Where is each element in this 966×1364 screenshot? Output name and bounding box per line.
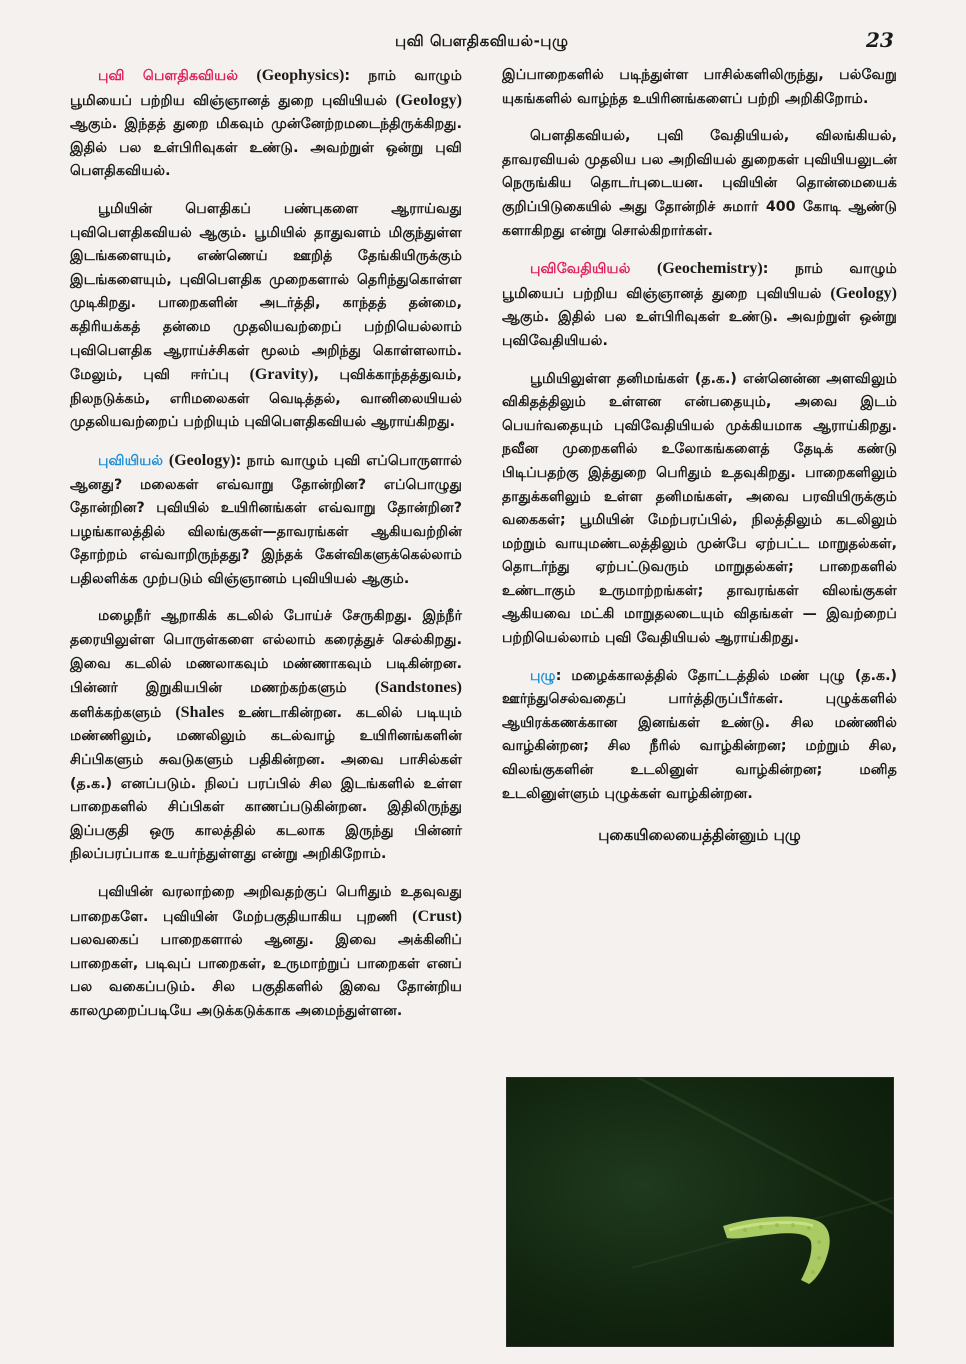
english-term: (Geology) [168, 451, 236, 469]
term-geophysics: புவி பௌதிகவியல் [98, 68, 239, 84]
term-geochemistry: புவிவேதியியல் [530, 261, 631, 278]
paragraph-text: பூமியின் பௌதிகப் பண்புகளை ஆராய்வது புவிபௌதிகவியல் ஆகும். பூமியில் தாதுவளம் மிகுந்துள்ள இடங்களையும், எண்ணெய் ஊறித் தேங்கியிருக்கும் இடங்களையும், புவிபௌதிக முறைகளால் தெரிந்துகொள்ள முடிகிறது. பாறைகளின் அடர்த்தி, காந்தத் தன்மை, கதிரியக்கத் தன்மை முதலியவற்றைப் பற்றியெல்லாம் புவிபௌதிக ஆராய்ச்சிகள் மூலம் அறிந்து கொள்ளலாம். மேலும், புவி ஈர்ப்பு [70, 200, 462, 384]
caterpillar-illustration [715, 1198, 845, 1288]
paragraph-geophysics [70, 64, 462, 184]
figure-caption: புகையிலையைத்தின்னும் புழு [598, 826, 801, 845]
paragraph-text: உண்டாகின்றன. கடலில் படியும் மண்ணிலும், மணலிலும் கடல்வாழ் உயிரினங்களின் சிப்பிகளும் சுவடுகளும் பதிகின்றன. அவை பாசில்கள் (த.க.) எனப்படும். நிலப் பரப்பில் சில இடங்களில் உள்ள பாறைகளில் சிப்பிகள் காணப்படுகின்றன. இதிலிருந்து இப்பகுதி ஒரு காலத்தில் கடலாக இருந்து பின்னர் நிலப்பரப்பாக உயர்ந்துள்ளது என்று அறிகிறோம். [70, 704, 462, 863]
paragraph-worm [502, 665, 897, 807]
english-term: (Sandstones) [374, 679, 462, 697]
english-term: (Geophysics) [256, 67, 345, 84]
worm-on-tobacco-leaf-photo [506, 1077, 894, 1347]
paragraph-text: : நாம் வாழும் புவி எப்பொருளால் ஆனது? மலைகள் எவ்வாறு தோன்றின? எப்பொழுது தோன்றின? புவியில் உயிரினங்கள் எவ்வாறு தோன்றின? பழங்காலத்தில் விலங்குகள்—தாவரங்கள் ஆகியவற்றின் தோற்றம் எவ்வாறிருந்தது? இந்தக் கேள்விகளுக்கெல்லாம் பதிலளிக்க முற்படும் விஞ்ஞானம் புவியியல் ஆகும். [70, 452, 462, 587]
english-term: (Geochemistry) [657, 260, 763, 278]
english-term: (Crust) [412, 907, 462, 925]
paragraph-text: களிக்கற்களும் [70, 704, 162, 721]
paragraph-rainwater [70, 605, 462, 867]
paragraph-geology [70, 449, 462, 592]
paragraph-text: : நாம் வாழும் பூமியைப் பற்றிய விஞ்ஞானத் துறை புவியியல் [70, 68, 462, 109]
page-header [0, 28, 966, 58]
paragraph-text: மழைநீர் ஆறாகிக் கடலில் போய்ச் சேருகிறது. இந்நீர் தரையிலுள்ள பொருள்களை எல்லாம் கரைத்துச் செல்கிறது. இவை கடலில் மணலாகவும் மண்ணாகவும் படிகின்றன. பின்னர் இறுகியபின் மணற்கற்களும் [70, 608, 462, 697]
english-term: (Gravity) [249, 366, 314, 384]
english-term: (Shales [175, 703, 225, 721]
paragraph-rocks [70, 881, 462, 1024]
english-term: (Geology) [830, 284, 897, 302]
english-term: (Geology) [395, 91, 462, 109]
paragraph-related-sciences: பௌதிகவியல், புவி வேதியியல், விலங்கியல், தாவரவியல் முதலிய பல அறிவியல் துறைகள் புவியியலுடன் நெருங்கிய தொடர்புடையன. புவியின் தொன்மையைக் குறிப்பிடுகையில் அது தோன்றிச் சுமார் 400 கோடி ஆண்டு களாகிறது என்று சொல்கிறார்கள். [502, 128, 897, 239]
left-column [70, 64, 462, 1038]
paragraph-text: ஆகும். இதில் பல உள்பிரிவுகள் உண்டு. அவற்றுள் ஒன்று புவிவேதியியல். [502, 309, 897, 349]
paragraph-elements: பூமியிலுள்ள தனிமங்கள் (த.க.) என்னென்ன அளவிலும் விகிதத்திலும் உள்ளன என்பதையும், அவை இடம் பெயர்வதையும் புவிவேதியியல் முக்கியமாக ஆராய்கிறது. நவீன முறைகளில் உலோகங்களைத் தேடிக் கண்டு பிடிப்பதற்கு இத்துறை பெரிதும் உதவுகிறது. பாறைகளிலும் தாதுக்களிலும் உள்ள தனிமங்கள், அவை பரவியிருக்கும் வகைகள்; பூமியின் மேற்பரப்பில், நிலத்திலும் கடலிலும் மற்றும் வாயுமண்டலத்திலும் முன்பே ஏற்பட்ட மாறுதல்கள், தொடர்ந்து ஏற்பட்டுவரும் மாறுதல்கள்; பாறைகளில் உண்டாகும் உருமாற்றங்கள்; தாவரங்கள் விலங்குகள் ஆகியவை மட்கி மாறுதலடையும் விதங்கள் — இவற்றைப் பற்றியெல்லாம் புவி வேதியியல் ஆராய்கிறது. [502, 370, 897, 647]
right-column [502, 64, 897, 864]
paragraph-text: : மழைக்காலத்தில் தோட்டத்தில் மண் புழு (த.க.) ஊர்ந்துசெல்வதைப் பார்த்திருப்பீர்கள். புழுக்களில் ஆயிரக்கணக்கான இனங்கள் உண்டு. சில மண்ணில் வாழ்கின்றன; சில நீரில் வாழ்கின்றன; மற்றும் சில, விலங்குகளின் உடலினுள் வாழ்கின்றன; மனித உடலினுள்ளும் புழுக்கள் வாழ்கின்றன. [502, 667, 897, 802]
paragraph-physical-properties [70, 198, 462, 435]
paragraph-geochemistry [502, 257, 897, 353]
term-geology: புவியியல் [98, 452, 164, 469]
page-number: 23 [866, 28, 894, 52]
paragraph-fossils: இப்பாறைகளில் படிந்துள்ள பாசில்களிலிருந்து, பல்வேறு யுகங்களில் வாழ்ந்த உயிரினங்களைப் பற்றி அறிகிறோம். [502, 67, 897, 107]
paragraph-text: புவியின் வரலாற்றை அறிவதற்குப் பெரிதும் உதவுவது பாறைகளே. புவியின் மேற்பகுதியாகிய புறணி [70, 884, 462, 925]
paragraph-text: ஆகும். இந்தத் துறை மிகவும் முன்னேற்றமடைந்திருக்கிறது. இதில் பல உள்பிரிவுகள் உண்டு. அவற்றுள் ஒன்று புவி பௌதிகவியல். [70, 116, 462, 180]
term-worm: புழு [530, 667, 556, 684]
running-title: புவி பௌதிகவியல்-புழு [395, 32, 569, 50]
paragraph-text: பலவகைப் பாறைகளால் ஆனது. இவை அக்கினிப் பாறைகள், படிவுப் பாறைகள், உருமாற்றுப் பாறைகள் எனப் பல வகைப்படும். சில பகுதிகளில் இவை தோன்றிய காலமுறைப்படியே அடுக்கடுக்காக அமைந்துள்ளன. [70, 932, 462, 1019]
paragraph-text: : நாம் வாழும் பூமியைப் பற்றிய விஞ்ஞானத் துறை புவியியல் [502, 261, 897, 302]
paragraph-text: , புவிக்காந்தத்துவம், நிலநடுக்கம், எரிமலைகள் வெடித்தல், வானிலையியல் முதலியவற்றைப் பற்றியும் புவிபௌதிகவியல் ஆராய்கிறது. [70, 367, 462, 431]
